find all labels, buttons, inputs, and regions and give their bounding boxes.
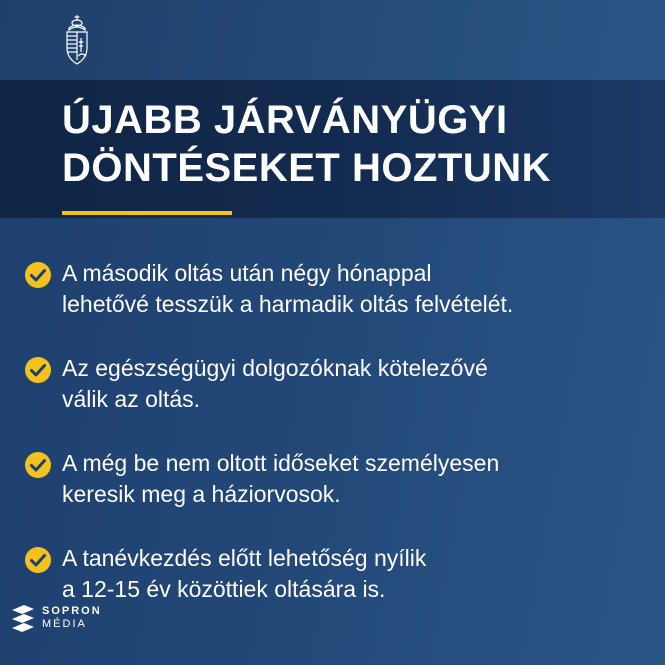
brand-subname: MÉDIA xyxy=(42,618,87,630)
sopron-media-logo xyxy=(10,604,100,632)
list-item-text xyxy=(62,353,654,415)
check-circle-icon xyxy=(24,356,52,384)
headline-line-1: ÚJABB JÁRVÁNYÜGYI xyxy=(62,98,508,142)
list-item xyxy=(24,258,654,320)
list-item xyxy=(24,448,654,510)
coat-of-arms-icon xyxy=(63,14,91,66)
list-item-text xyxy=(62,543,654,605)
headline-line-2: DÖNTÉSEKET HOZTUNK xyxy=(62,146,551,190)
list-item-line: válik az oltás. xyxy=(62,386,201,412)
list-item-line: Az egészségügyi dolgozóknak kötelezővé xyxy=(62,355,488,381)
list-item-line: A második oltás után négy hónappal xyxy=(62,260,432,286)
list-item-line: A még be nem oltott időseket személyesen xyxy=(62,450,500,476)
accent-underline xyxy=(62,211,232,215)
list-item-line: A tanévkezdés előtt lehetőség nyílik xyxy=(62,545,427,571)
list-item-line: keresik meg a háziorvosok. xyxy=(62,481,341,507)
headline xyxy=(62,96,551,192)
list-item-line: a 12-15 év közöttiek oltására is. xyxy=(62,576,386,602)
list-item xyxy=(24,543,654,605)
brand-name: SOPRON xyxy=(42,605,102,617)
decision-list xyxy=(24,258,654,605)
list-item xyxy=(24,353,654,415)
sopron-media-logo-icon xyxy=(10,604,36,632)
check-circle-icon xyxy=(24,546,52,574)
list-item-text xyxy=(62,448,654,510)
list-item-line: lehetővé tesszük a harmadik oltás felvételét. xyxy=(62,291,514,317)
brand-text xyxy=(42,605,102,631)
top-band xyxy=(0,0,665,80)
list-item-text xyxy=(62,258,654,320)
check-circle-icon xyxy=(24,451,52,479)
check-circle-icon xyxy=(24,261,52,289)
